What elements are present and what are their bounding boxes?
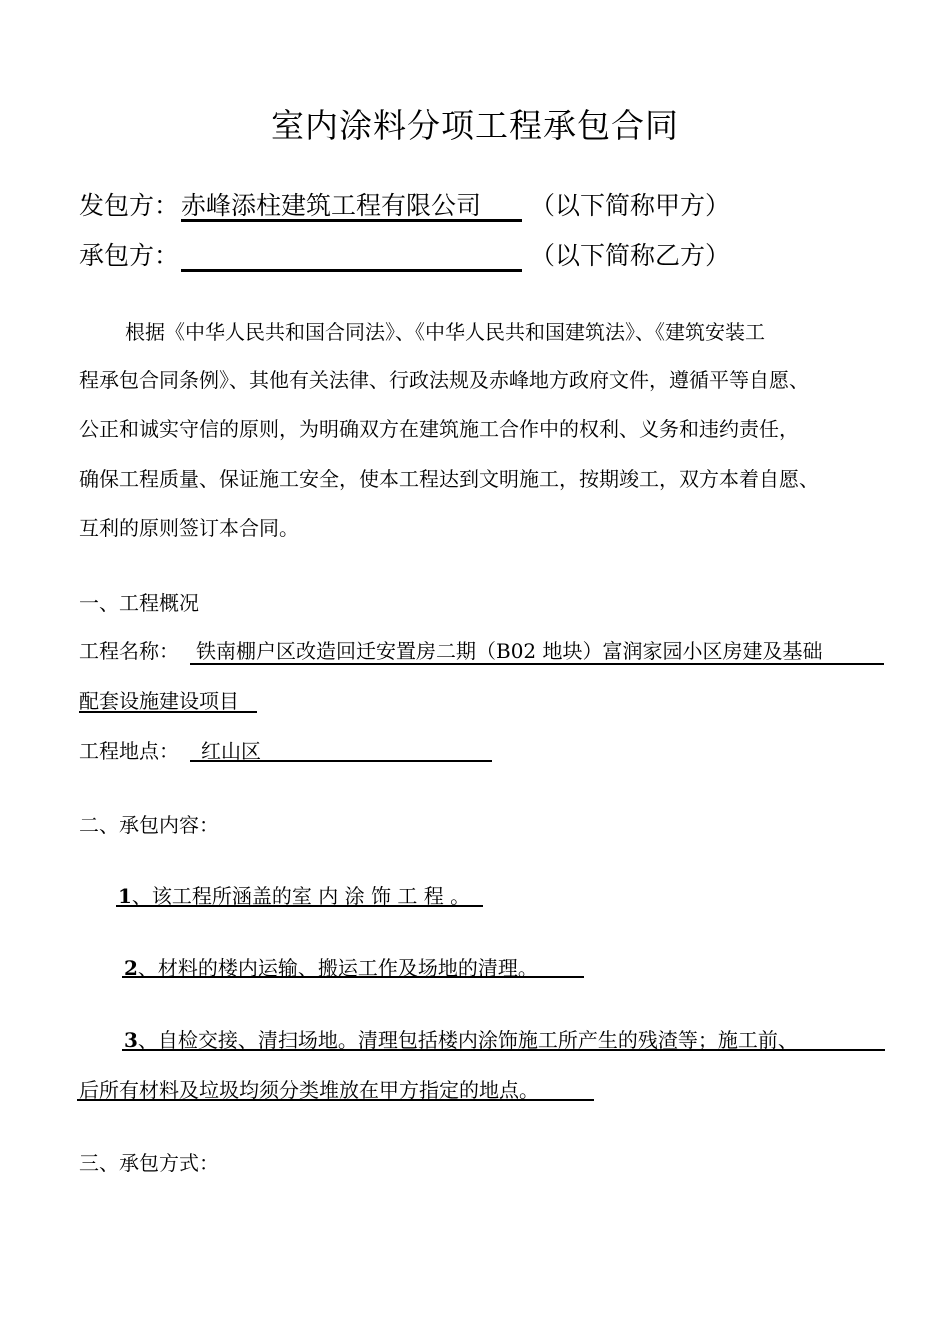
- scope-item-3-continuation: 后所有材料及垃圾均须分类堆放在甲方指定的地点。: [79, 1078, 539, 1102]
- scope-item-3-underline: [122, 1049, 885, 1051]
- party-a-label: 发包方：: [79, 191, 180, 220]
- document-title: 室内涂料分项工程承包合同: [271, 106, 679, 145]
- scope-item-3-cont-underline: [77, 1099, 594, 1101]
- project-site-value: 红山区: [201, 739, 261, 763]
- preamble-line: 公正和诚实守信的原则，为明确双方在建筑施工合作中的权利、义务和违约责任，: [79, 417, 799, 441]
- project-name-underline-2: [79, 711, 257, 713]
- scope-item-number: 2: [124, 956, 138, 980]
- project-name-underline-1: [190, 663, 884, 665]
- scope-item-number: 1: [118, 884, 132, 908]
- party-b-label: 承包方：: [79, 241, 180, 270]
- party-b-note: （以下简称乙方）: [530, 241, 731, 270]
- section-3-heading: 三、承包方式：: [79, 1151, 219, 1175]
- section-1-heading: 一、工程概况: [79, 591, 199, 615]
- party-b-underline: [181, 269, 522, 272]
- project-name-line2: 配套设施建设项目: [79, 689, 239, 713]
- project-site-label: 工程地点：: [79, 739, 179, 763]
- preamble-line: 程承包合同条例》、其他有关法律、行政法规及赤峰地方政府文件，遵循平等自愿、: [79, 368, 809, 392]
- scope-item-number: 3: [124, 1028, 138, 1052]
- scope-item-text: 、材料的楼内运输、搬运工作及场地的清理。: [137, 956, 538, 980]
- section-2-heading: 二、承包内容：: [79, 813, 219, 837]
- party-a-note: （以下简称甲方）: [530, 191, 731, 220]
- party-a-underline: [181, 219, 522, 222]
- project-name-label: 工程名称：: [79, 639, 179, 663]
- project-site-underline: [190, 760, 492, 762]
- preamble-line: 根据《中华人民共和国合同法》、《中华人民共和国建筑法》、《建筑安装工: [125, 320, 765, 344]
- preamble-line: 确保工程质量、保证施工安全，使本工程达到文明施工，按期竣工，双方本着自愿、: [79, 467, 819, 491]
- scope-item-text: 、自检交接、清扫场地。清理包括楼内涂饰施工所产生的残渣等；施工前、: [137, 1028, 798, 1052]
- party-a-name: 赤峰添柱建筑工程有限公司: [181, 191, 482, 220]
- scope-item-text: 、该工程所涵盖的室 内 涂 饰 工 程 。: [131, 884, 471, 908]
- preamble-line: 互利的原则签订本合同。: [79, 516, 299, 540]
- scope-item-2-underline: [122, 976, 584, 978]
- project-name-line1: 铁南棚户区改造回迁安置房二期（B02 地块）富润家园小区房建及基础: [196, 639, 823, 663]
- scope-item-1-underline: [116, 905, 483, 907]
